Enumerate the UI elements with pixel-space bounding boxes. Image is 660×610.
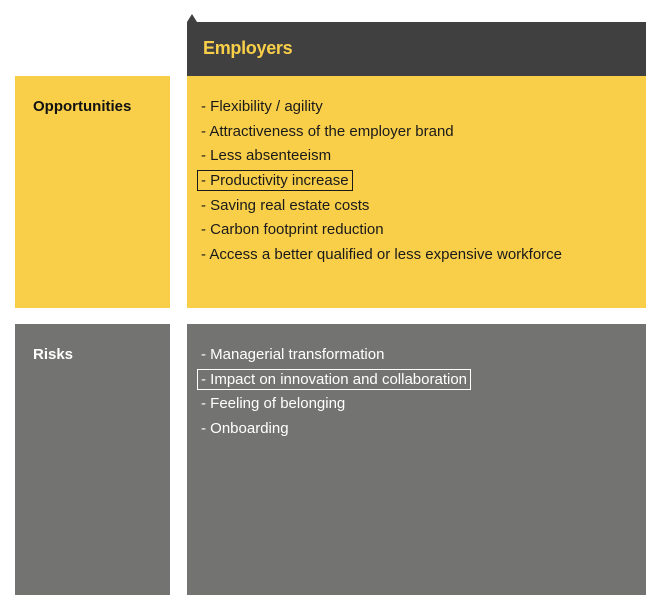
opportunity-item [201, 121, 566, 146]
risks-content-box [187, 324, 646, 595]
risk-item [201, 369, 471, 394]
opportunities-label-box [15, 76, 170, 308]
opportunity-item [201, 170, 566, 195]
risks-label: Risks [33, 346, 74, 363]
opportunity-item-text: - Attractiveness of the employer brand [201, 122, 454, 140]
risk-item [201, 344, 471, 369]
opportunity-item-text: - Access a better qualified or less expensive workforce [201, 246, 563, 264]
risks-label-box [15, 324, 170, 595]
opportunity-item-text: - Carbon footprint reduction [201, 221, 384, 239]
opportunity-item-text: - Flexibility / agility [201, 98, 323, 115]
risk-item [201, 418, 471, 443]
opportunity-item-text: - Less absenteeism [201, 147, 332, 165]
opportunities-label: Opportunities [33, 98, 132, 115]
opportunity-item [201, 244, 566, 269]
employers-header [187, 22, 646, 76]
risk-item-text: - Onboarding [201, 420, 289, 438]
header-title: Employers [203, 38, 293, 58]
opportunities-content-box [187, 76, 646, 308]
opportunity-item [201, 96, 566, 121]
opportunity-item [201, 195, 566, 220]
opportunity-item-text: - Saving real estate costs [201, 196, 370, 214]
opportunities-list [201, 96, 566, 269]
risk-item-text: - Impact on innovation and collaboration [197, 369, 471, 390]
header-tab-marker [187, 14, 197, 22]
risk-item-text: - Managerial transformation [201, 346, 385, 363]
risks-list [201, 344, 471, 443]
opportunity-item-text: - Productivity increase [197, 170, 353, 191]
risk-item [201, 393, 471, 418]
risk-item-text: - Feeling of belonging [201, 395, 346, 413]
opportunity-item [201, 145, 566, 170]
opportunity-item [201, 219, 566, 244]
